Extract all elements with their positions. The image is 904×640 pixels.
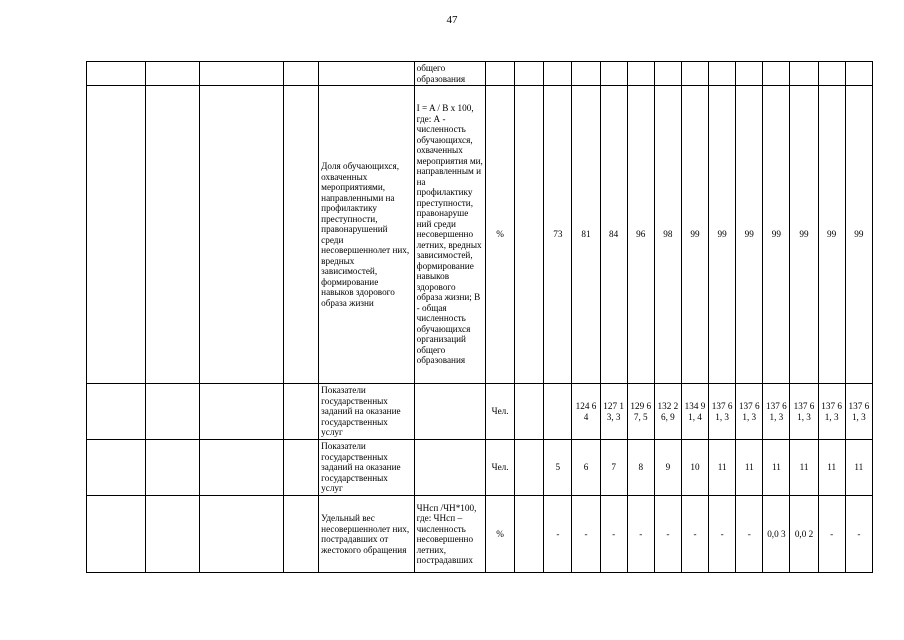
value-cell: 7 xyxy=(600,440,627,496)
cell-empty xyxy=(283,440,318,496)
indicators-table xyxy=(86,61,873,573)
cell-empty xyxy=(146,86,199,384)
value-cell: 6 xyxy=(572,440,600,496)
cell-empty xyxy=(87,496,146,573)
value-cell xyxy=(681,62,708,86)
value-cell: 11 xyxy=(709,440,736,496)
cell-empty xyxy=(283,384,318,440)
unit-cell: Чел. xyxy=(486,440,515,496)
value-cell: 11 xyxy=(845,440,872,496)
cell-empty xyxy=(283,62,318,86)
formula-cell xyxy=(414,384,485,440)
value-cell: - xyxy=(736,496,763,573)
cell-empty xyxy=(199,86,283,384)
unit-cell: % xyxy=(486,86,515,384)
value-cell: 11 xyxy=(736,440,763,496)
indicator-cell: Показатели государственных заданий на оказание государственных услуг xyxy=(319,384,414,440)
cell-empty xyxy=(199,440,283,496)
value-cell: 11 xyxy=(763,440,790,496)
value-cell: 99 xyxy=(845,86,872,384)
cell-empty xyxy=(199,496,283,573)
value-cell: 0,0 3 xyxy=(763,496,790,573)
indicator-cell xyxy=(319,62,414,86)
value-cell: - xyxy=(845,496,872,573)
cell-empty xyxy=(87,384,146,440)
value-cell: 8 xyxy=(627,440,654,496)
cell-empty xyxy=(283,86,318,384)
value-cell: 99 xyxy=(818,86,845,384)
base-cell xyxy=(515,62,544,86)
base-cell xyxy=(515,440,544,496)
cell-empty xyxy=(146,62,199,86)
value-cell xyxy=(763,62,790,86)
value-cell: - xyxy=(654,496,681,573)
value-cell: - xyxy=(600,496,627,573)
cell-empty xyxy=(87,62,146,86)
page-number: 47 xyxy=(446,14,458,26)
value-cell: - xyxy=(818,496,845,573)
value-cell: - xyxy=(627,496,654,573)
value-cell: 137 61, 3 xyxy=(709,384,736,440)
cell-empty xyxy=(87,440,146,496)
value-cell xyxy=(544,62,572,86)
base-cell xyxy=(515,496,544,573)
value-cell: 10 xyxy=(681,440,708,496)
cell-empty xyxy=(87,86,146,384)
value-cell: 132 26, 9 xyxy=(654,384,681,440)
value-cell xyxy=(572,62,600,86)
cell-empty xyxy=(199,62,283,86)
cell-empty xyxy=(199,384,283,440)
value-cell: 137 61, 3 xyxy=(818,384,845,440)
table-row xyxy=(87,62,873,86)
value-cell: 99 xyxy=(763,86,790,384)
table-row xyxy=(87,496,873,573)
formula-cell: ЧНсп /ЧН*100, где: ЧНсп – численность несовершенно летних, пострадавших xyxy=(414,496,485,573)
value-cell: 129 67, 5 xyxy=(627,384,654,440)
formula-cell xyxy=(414,440,485,496)
unit-cell: Чел. xyxy=(486,384,515,440)
base-cell xyxy=(515,86,544,384)
value-cell: 0,0 2 xyxy=(790,496,818,573)
value-cell: 99 xyxy=(709,86,736,384)
value-cell: 137 61, 3 xyxy=(845,384,872,440)
value-cell: 73 xyxy=(544,86,572,384)
value-cell xyxy=(544,384,572,440)
value-cell xyxy=(654,62,681,86)
value-cell: 11 xyxy=(818,440,845,496)
table-row xyxy=(87,440,873,496)
cell-empty xyxy=(146,440,199,496)
value-cell: 9 xyxy=(654,440,681,496)
value-cell: 137 61, 3 xyxy=(763,384,790,440)
value-cell: 124 64 xyxy=(572,384,600,440)
base-cell xyxy=(515,384,544,440)
value-cell: 11 xyxy=(790,440,818,496)
value-cell xyxy=(600,62,627,86)
value-cell: 99 xyxy=(681,86,708,384)
value-cell xyxy=(709,62,736,86)
value-cell xyxy=(790,62,818,86)
value-cell: - xyxy=(709,496,736,573)
table-row xyxy=(87,86,873,384)
value-cell: 99 xyxy=(790,86,818,384)
value-cell: 5 xyxy=(544,440,572,496)
value-cell xyxy=(627,62,654,86)
value-cell: 98 xyxy=(654,86,681,384)
value-cell: - xyxy=(544,496,572,573)
value-cell: 127 13, 3 xyxy=(600,384,627,440)
table-row xyxy=(87,384,873,440)
value-cell: 99 xyxy=(736,86,763,384)
value-cell xyxy=(845,62,872,86)
value-cell: 96 xyxy=(627,86,654,384)
cell-empty xyxy=(146,384,199,440)
cell-empty xyxy=(146,496,199,573)
value-cell: 137 61, 3 xyxy=(790,384,818,440)
formula-cell: I = A / B х 100, где: А - численность обучающихся, охваченных мероприятия ми, направленным и на профилактику преступности, правонаруше ний среди несовершенно летних, вредных зависимостей, формирование навыков здорового образа жизни; В - общая численность обучающихся организаций общего образования xyxy=(414,86,485,384)
indicator-cell: Доля обучающихся, охваченных мероприятиями, направленными на профилактику преступности, правонарушений среди несовершеннолет них, вредных зависимостей, формирование навыков здорового образа жизни xyxy=(319,86,414,384)
value-cell: 81 xyxy=(572,86,600,384)
indicator-cell: Удельный вес несовершеннолет них, пострадавших от жестокого обращения xyxy=(319,496,414,573)
indicator-cell: Показатели государственных заданий на оказание государственных услуг xyxy=(319,440,414,496)
value-cell: 134 91, 4 xyxy=(681,384,708,440)
value-cell xyxy=(736,62,763,86)
value-cell: 137 61, 3 xyxy=(736,384,763,440)
unit-cell xyxy=(486,62,515,86)
value-cell: 84 xyxy=(600,86,627,384)
value-cell xyxy=(818,62,845,86)
value-cell: - xyxy=(681,496,708,573)
unit-cell: % xyxy=(486,496,515,573)
formula-cell: общего образования xyxy=(414,62,485,86)
cell-empty xyxy=(283,496,318,573)
value-cell: - xyxy=(572,496,600,573)
